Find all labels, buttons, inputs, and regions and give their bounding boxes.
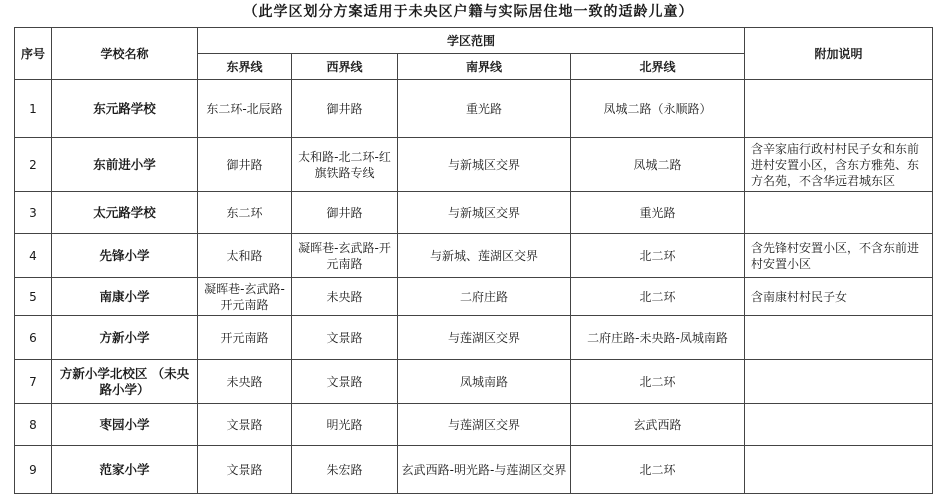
cell-east: 太和路 [198,234,292,278]
cell-seq: 8 [15,404,52,446]
header-north: 北界线 [571,54,745,80]
cell-south: 二府庄路 [398,278,571,316]
cell-notes [745,446,933,494]
cell-east: 开元南路 [198,316,292,360]
cell-east: 御井路 [198,138,292,192]
cell-seq: 2 [15,138,52,192]
cell-north: 北二环 [571,360,745,404]
cell-west: 未央路 [292,278,398,316]
school-district-table [14,27,933,494]
table-row [15,192,933,234]
cell-seq: 7 [15,360,52,404]
cell-north: 重光路 [571,192,745,234]
cell-notes: 含辛家庙行政村村民子女和东前进村安置小区，含东方雅苑、东方名苑，不含华远君城东区 [745,138,933,192]
cell-seq: 5 [15,278,52,316]
cell-south: 凤城南路 [398,360,571,404]
cell-notes [745,316,933,360]
cell-east: 文景路 [198,404,292,446]
cell-seq: 9 [15,446,52,494]
table-row [15,404,933,446]
cell-south: 与新城、莲湖区交界 [398,234,571,278]
cell-school: 范家小学 [52,446,198,494]
table-row [15,234,933,278]
cell-west: 凝晖巷-玄武路-开元南路 [292,234,398,278]
table-row [15,278,933,316]
cell-notes: 含先锋村安置小区，不含东前进村安置小区 [745,234,933,278]
cell-south: 重光路 [398,80,571,138]
cell-west: 明光路 [292,404,398,446]
cell-south: 与新城区交界 [398,138,571,192]
header-range: 学区范围 [198,28,745,54]
cell-north: 二府庄路-未央路-凤城南路 [571,316,745,360]
cell-east: 凝晖巷-玄武路-开元南路 [198,278,292,316]
table-row [15,360,933,404]
cell-north: 北二环 [571,278,745,316]
cell-school: 先锋小学 [52,234,198,278]
header-west: 西界线 [292,54,398,80]
cell-east: 东二环-北辰路 [198,80,292,138]
cell-school: 枣园小学 [52,404,198,446]
cell-north: 凤城二路 [571,138,745,192]
header-east: 东界线 [198,54,292,80]
cell-east: 东二环 [198,192,292,234]
cell-north: 北二环 [571,446,745,494]
header-row-top [15,28,933,54]
cell-school: 方新小学北校区 （未央路小学） [52,360,198,404]
cell-south: 与莲湖区交界 [398,316,571,360]
cell-notes [745,360,933,404]
cell-notes [745,192,933,234]
cell-south: 玄武西路-明光路-与莲湖区交界 [398,446,571,494]
header-seq: 序号 [15,28,52,80]
cell-north: 凤城二路（永顺路） [571,80,745,138]
cell-east: 文景路 [198,446,292,494]
cell-seq: 4 [15,234,52,278]
cell-east: 未央路 [198,360,292,404]
cell-seq: 3 [15,192,52,234]
cell-west: 御井路 [292,80,398,138]
cell-seq: 6 [15,316,52,360]
cell-notes: 含南康村村民子女 [745,278,933,316]
cell-west: 太和路-北二环-红旗铁路专线 [292,138,398,192]
cell-notes [745,404,933,446]
cell-west: 文景路 [292,360,398,404]
table-caption: （此学区划分方案适用于未央区户籍与实际居住地一致的适龄儿童） [243,4,694,20]
header-notes: 附加说明 [745,28,933,80]
header-school: 学校名称 [52,28,198,80]
header-south: 南界线 [398,54,571,80]
cell-notes [745,80,933,138]
cell-south: 与莲湖区交界 [398,404,571,446]
cell-south: 与新城区交界 [398,192,571,234]
cell-school: 南康小学 [52,278,198,316]
cell-seq: 1 [15,80,52,138]
table-row [15,446,933,494]
cell-west: 文景路 [292,316,398,360]
cell-north: 北二环 [571,234,745,278]
cell-school: 东元路学校 [52,80,198,138]
cell-north: 玄武西路 [571,404,745,446]
cell-school: 太元路学校 [52,192,198,234]
cell-west: 朱宏路 [292,446,398,494]
cell-school: 方新小学 [52,316,198,360]
table-row [15,138,933,192]
cell-school: 东前进小学 [52,138,198,192]
cell-west: 御井路 [292,192,398,234]
table-row [15,80,933,138]
table-row [15,316,933,360]
